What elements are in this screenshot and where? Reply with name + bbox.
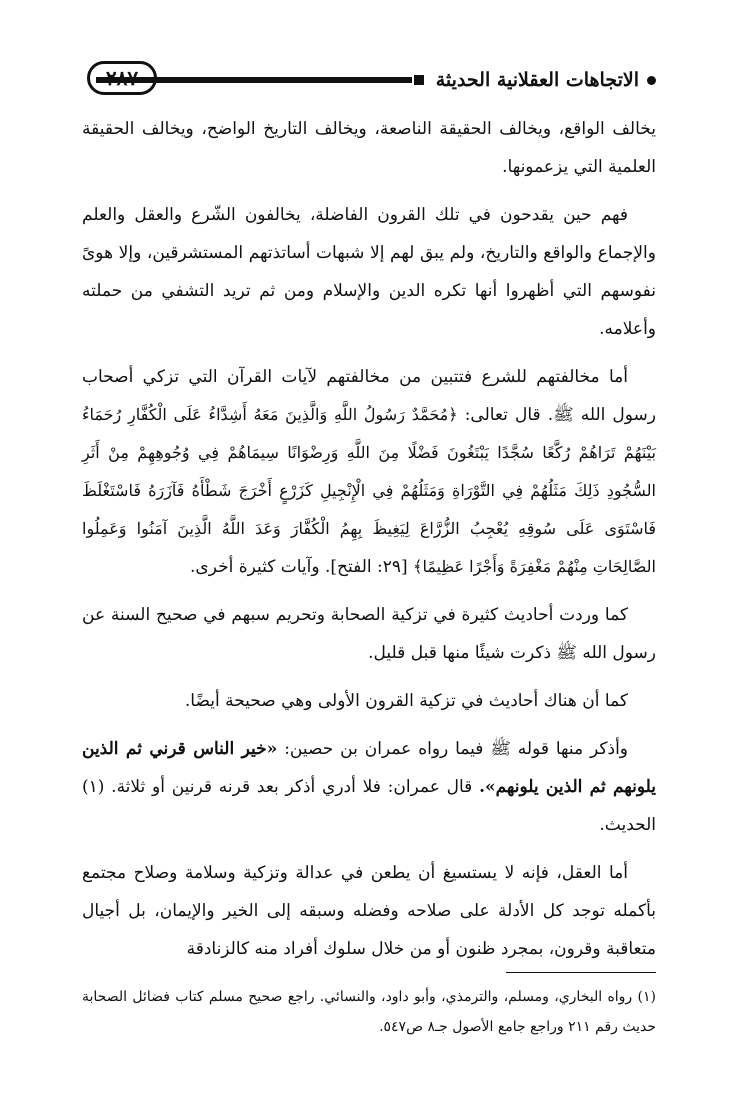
- footnotes: [82, 982, 656, 1042]
- page-number: ٢٨٧: [87, 61, 157, 95]
- paragraph: يخالف الواقع، ويخالف الحقيقة الناصعة، ويخالف التاريخ الواضح، ويخالف الحقيقة العلمية التي يزعمونها.: [82, 119, 656, 177]
- quran-verse: ﴿مُحَمَّدٌ رَسُولُ اللَّهِ وَالَّذِينَ مَعَهُ أَشِدَّاءُ عَلَى الْكُفَّارِ رُحَمَاءُ بَيْنَهُمْ تَرَاهُمْ رُكَّعًا سُجَّدًا يَبْتَغُونَ فَضْلًا مِنَ اللَّهِ وَرِضْوَانًا سِيمَاهُمْ فِي وُجُوهِهِمْ مِنْ أَثَرِ السُّجُودِ ذَلِكَ مَثَلُهُمْ فِي التَّوْرَاةِ وَمَثَلُهُمْ فِي الْإِنْجِيلِ كَزَرْعٍ أَخْرَجَ شَطْأَهُ فَآزَرَهُ فَاسْتَغْلَظَ فَاسْتَوَى عَلَى سُوقِهِ يُعْجِبُ الزُّرَّاعَ لِيَغِيظَ بِهِمُ الْكُفَّارَ وَعَدَ اللَّهُ الَّذِينَ آمَنُوا وَعَمِلُوا الصَّالِحَاتِ مِنْهُمْ مَغْفِرَةً وَأَجْرًا عَظِيمًا﴾: [82, 405, 656, 576]
- paragraph: [82, 730, 656, 844]
- paragraph-text: قال عمران: فلا أدري أذكر بعد قرنه قرنين أو ثلاثة. (١): [82, 777, 473, 797]
- body-text: [82, 110, 656, 978]
- paragraph: أما العقل، فإنه لا يستسيغ أن يطعن في عدالة وتزكية وسلامة وصلاح مجتمع بأكمله توجد كل الأدلة على صلاحه وفضله وسبقه إلى الخير والإيمان، بل أجيال متعاقبة وقرون، بمجرد ظنون أو من خلال سلوك أفراد منه كالزنادقة: [82, 863, 656, 959]
- paragraph: فهم حين يقدحون في تلك القرون الفاضلة، يخالفون الشّرع والعقل والعلم والإجماع والواقع والتاريخ، ولم يبق لهم إلا شبهات أساتذتهم المستشرقين، وإلا هوىً نفوسهم التي أظهروا أنها تكره الدين والإسلام ومن ثم تريد التشفي من حملته وأعلامه.: [82, 205, 656, 339]
- verse-reference: [٢٩: الفتح]. وآيات كثيرة أخرى.: [189, 557, 408, 577]
- rule-square-icon: [414, 75, 424, 85]
- bullet-icon: [647, 76, 656, 85]
- paragraph: كما أن هناك أحاديث في تزكية القرون الأولى وهي صحيحة أيضًا.: [184, 691, 628, 711]
- running-title: الاتجاهات العقلانية الحديثة: [435, 69, 639, 91]
- footnote: (١) رواه البخاري، ومسلم، والترمذي، وأبو داود، والنسائي. راجع صحيح مسلم كتاب فضائل الصحابة حديث رقم ٢١١ وراجع جامع الأصول جـ٨ ص٥٤٧.: [82, 989, 656, 1035]
- hadith-text: «خير الناس قرني ثم الذين يلونهم ثم الذين يلونهم».: [82, 739, 657, 797]
- paragraph: كما وردت أحاديث كثيرة في تزكية الصحابة وتحريم سبهم في صحيح السنة عن رسول الله ﷺ ذكرت شيئًا منها قبل قليل.: [82, 605, 656, 663]
- page-header: [88, 62, 656, 98]
- paragraph-text: وأذكر منها قوله ﷺ فيما رواه عمران بن حصين:: [284, 739, 629, 759]
- footnote-divider: [506, 972, 656, 973]
- paragraph: [82, 358, 656, 586]
- paragraph-text: أما مخالفتهم للشرع فتتبين من مخالفتهم لآيات القرآن التي تزكي أصحاب رسول الله ﷺ. قال تعالى:: [82, 367, 657, 425]
- paragraph-text: الحديث.: [599, 815, 656, 835]
